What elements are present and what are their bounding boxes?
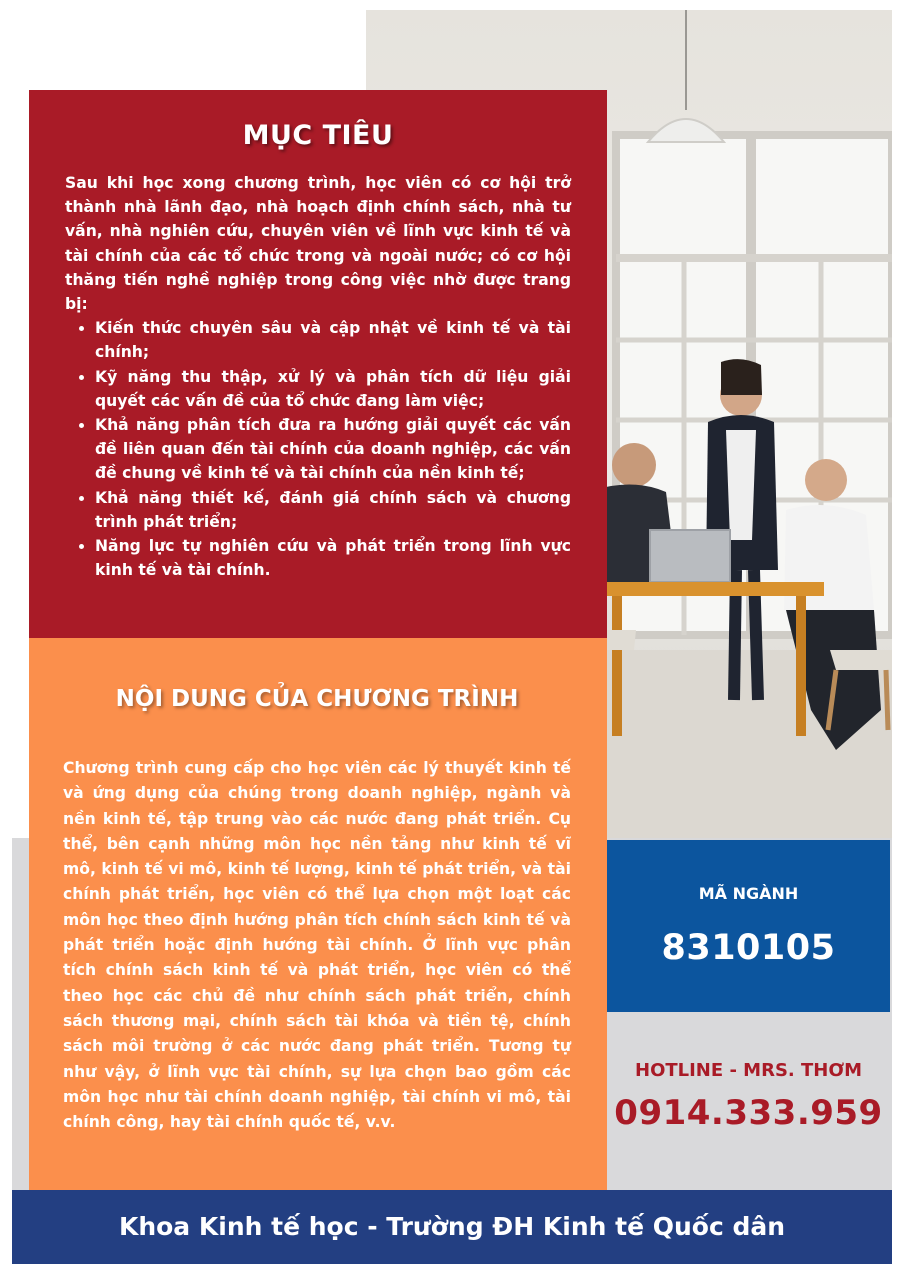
objectives-title: MỤC TIÊU [242,120,394,151]
objectives-list [65,316,571,582]
program-code-label: MÃ NGÀNH [698,884,799,903]
objective-item: • Kiến thức chuyên sâu và cập nhật về kinh tế và tài chính; [95,316,571,364]
objective-item: • Khả năng thiết kế, đánh giá chính sách và chương trình phát triển; [95,486,571,534]
hotline-label: HOTLINE - MRS. THƠM [635,1060,862,1081]
footer-banner [12,1190,892,1264]
program-content-title: NỘI DUNG CỦA CHƯƠNG TRÌNH [115,686,519,712]
hotline-number: 0914.333.959 [614,1093,883,1133]
program-content-panel [29,638,607,1190]
objectives-panel [29,90,607,638]
program-code-value: 8310105 [661,928,836,968]
objective-item: • Khả năng phân tích đưa ra hướng giải quyết các vấn đề liên quan đến tài chính của doanh nghiệp, các vấn đề chung về kinh tế và tài chính của nền kinh tế; [95,413,571,486]
program-code-box [607,840,890,1012]
objective-item: • Kỹ năng thu thập, xử lý và phân tích dữ liệu giải quyết các vấn đề của tổ chức đang làm việc; [95,365,571,413]
program-content-body: Chương trình cung cấp cho học viên các lý thuyết kinh tế và ứng dụng của chúng trong doanh nghiệp, ngành và nền kinh tế, tập trung vào các nước đang phát triển. Cụ thể, bên cạnh những môn học nền tảng như kinh tế vĩ mô, kinh tế vi mô, kinh tế lượng, kinh tế phát triển, và tài chính phát triển, học viên có thể lựa chọn một loạt các môn học theo định hướng phân tích chính sách kinh tế và phát triển hoặc định hướng tài chính. Ở lĩnh vực phân tích chính sách kinh tế và phát triển, học viên có thể theo học các chủ đề như chính sách phát triển, chính sách thương mại, chính sách tài khóa và tiền tệ, chính sách môi trường ở các nước đang phát triển. Tương tự như vậy, ở lĩnh vực tài chính, sự lựa chọn bao gồm các môn học như tài chính doanh nghiệp, tài chính vi mô, tài chính công, hay tài chính quốc tế, v.v. [63,759,571,1132]
objectives-intro: Sau khi học xong chương trình, học viên có cơ hội trở thành nhà lãnh đạo, nhà hoạch định chính sách, nhà tư vấn, nhà nghiên cứu, chuyên viên về lĩnh vực kinh tế và tài chính của các tổ chức trong và ngoài nước; có cơ hội thăng tiến nghề nghiệp trong công việc nhờ được trang bị: [65,174,571,314]
footer-text: Khoa Kinh tế học - Trường ĐH Kinh tế Quốc dân [118,1212,786,1241]
objective-item: • Năng lực tự nghiên cứu và phát triển trong lĩnh vực kinh tế và tài chính. [95,534,571,582]
